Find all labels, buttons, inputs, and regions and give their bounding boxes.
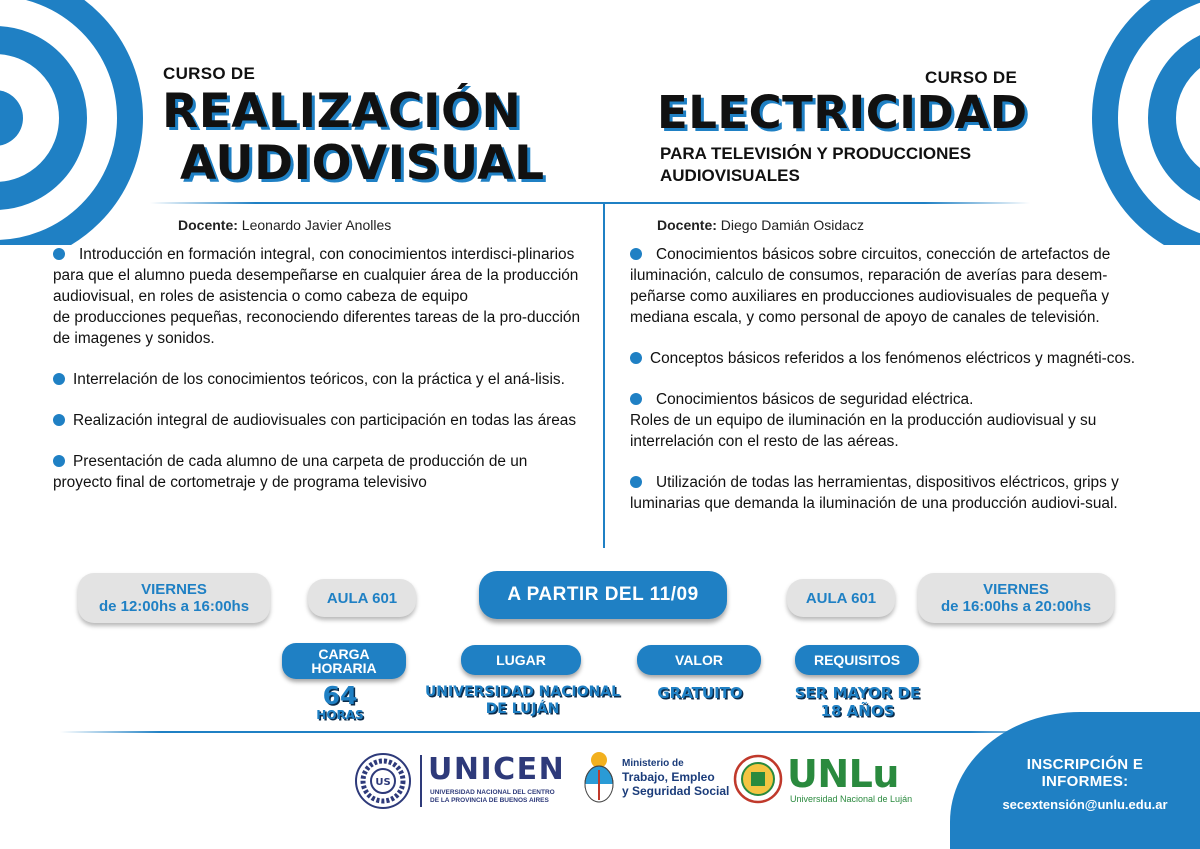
right-bullet-4: Utilización de todas las herramientas, dispositivos eléctricos, grips y luminarias que demanda la iluminación de una producción audiovi-sual.: [630, 474, 1119, 512]
right-schedule-pill: [918, 573, 1114, 623]
contact-title-line1: INSCRIPCIÓN E: [1026, 756, 1144, 773]
header-divider: [150, 202, 1030, 204]
bullet-dot-icon: [630, 476, 642, 488]
right-room-pill: [787, 579, 895, 617]
left-title-line2: AUDIOVISUAL: [180, 136, 545, 191]
left-bullet-1: Introducción en formación integral, con conocimientos interdisci-plinarios para que el alumno pueda desempeñarse en cualquier área de la producción audiovisual, en roles de asistencia o como cabeza de equipo: [53, 246, 579, 305]
right-subtitle-line1: PARA TELEVISIÓN Y PRODUCCIONES: [660, 144, 972, 163]
valor-value: GRATUITO: [657, 684, 743, 702]
left-pre-title: CURSO DE: [163, 64, 256, 83]
start-date: A PARTIR DEL 11/09: [507, 584, 699, 605]
requisitos-label-pill: [795, 645, 919, 675]
bullet-dot-icon: [630, 352, 642, 364]
right-bullet-3: Conocimientos básicos de seguridad eléctrica.: [656, 391, 974, 408]
left-docente: [178, 217, 391, 233]
unicen-subtitle-line1: UNIVERSIDAD NACIONAL DEL CENTRO: [430, 789, 555, 796]
left-schedule-pill: [78, 573, 270, 623]
left-time: de 12:00hs a 16:00hs: [98, 598, 250, 615]
left-bullet-1-cont: de producciones pequeñas, reconociendo diferentes tareas de la pro-ducción de imagenes y sonidos.: [53, 309, 581, 347]
right-subtitle-line2: AUDIOVISUALES: [660, 166, 800, 185]
right-bullet-2: Conceptos básicos referidos a los fenómenos eléctricos y magnéti-cos.: [650, 350, 1136, 367]
carga-label-line1: CARGA: [318, 646, 370, 662]
bullet-dot-icon: [53, 414, 65, 426]
left-bullet-3: Realización integral de audiovisuales con participación en todas las áreas: [73, 412, 577, 429]
center-column-divider: [603, 203, 605, 548]
unlu-seal-icon: [733, 752, 783, 806]
left-room-pill: [308, 579, 416, 617]
contact-email[interactable]: secextensión@unlu.edu.ar: [1002, 797, 1168, 812]
left-bullet-2: Interrelación de los conocimientos teóricos, con la práctica y el aná-lisis.: [73, 371, 565, 388]
right-pre-title: CURSO DE: [925, 68, 1018, 87]
carga-unit: HORAS: [316, 708, 364, 722]
right-time: de 16:00hs a 20:00hs: [940, 598, 1092, 615]
ministerio-line1: Ministerio de: [622, 758, 684, 769]
right-room: AULA 601: [805, 589, 877, 607]
top-left-arcs-decoration: [0, 0, 170, 245]
bullet-dot-icon: [53, 455, 65, 467]
unlu-name: UNLu: [787, 752, 899, 796]
left-docente-label: Docente:: [178, 217, 238, 233]
unicen-seal-icon: [354, 752, 412, 810]
valor-label-pill: [637, 645, 761, 675]
left-title-line1: REALIZACIÓN: [162, 84, 522, 139]
start-date-pill: [479, 571, 727, 619]
left-bullet-4: Presentación de cada alumno de una carpeta de producción de un proyecto final de cortometraje y de programa televisivo: [53, 453, 528, 491]
ministerio-line3: y Seguridad Social: [622, 784, 730, 798]
footer-divider: [60, 731, 1070, 733]
contact-title: [985, 756, 1185, 790]
left-course-description: [53, 244, 581, 513]
top-right-arcs-decoration: [1040, 0, 1200, 245]
unicen-logo-separator: [420, 755, 422, 807]
svg-text:US: US: [375, 777, 391, 788]
bullet-dot-icon: [53, 248, 65, 260]
left-day: VIERNES: [141, 581, 207, 598]
contact-title-line2: INFORMES:: [1041, 773, 1129, 790]
right-bullet-3-cont: Roles de un equipo de iluminación en la producción audiovisual y su interrelación con el resto de las aéreas.: [630, 412, 1097, 450]
lugar-label: LUGAR: [496, 652, 546, 668]
left-room: AULA 601: [326, 589, 398, 607]
right-docente: [657, 217, 864, 233]
req-value-line1: SER MAYOR DE: [794, 684, 921, 702]
right-title: ELECTRICIDAD: [657, 86, 1028, 139]
right-day: VIERNES: [983, 581, 1049, 598]
left-docente-name: Leonardo Javier Anolles: [241, 217, 392, 233]
ministerio-line2: Trabajo, Empleo: [622, 770, 715, 784]
unlu-subtitle: Universidad Nacional de Luján: [790, 794, 913, 804]
unicen-name: UNICEN: [428, 752, 566, 787]
requisitos-label: REQUISITOS: [813, 652, 901, 668]
valor-label: VALOR: [675, 652, 723, 668]
right-docente-name: Diego Damián Osidacz: [720, 217, 864, 233]
req-value-line2: 18 AÑOS: [820, 702, 895, 720]
right-docente-label: Docente:: [657, 217, 717, 233]
lugar-label-pill: [461, 645, 581, 675]
carga-label-line2: HORARIA: [311, 660, 377, 676]
unicen-subtitle-line2: DE LA PROVINCIA DE BUENOS AIRES: [430, 797, 549, 804]
argentina-coat-of-arms-icon: [581, 750, 617, 808]
lugar-value-line2: DE LUJÁN: [485, 701, 560, 717]
right-bullet-1: Conocimientos básicos sobre circuitos, conección de artefactos de iluminación, calculo de consumos, reparación de averías para desem-peñarse como auxiliares en producciones audiovisuales de pequeña y mediana escala, y como personal de apoyo de canales de televisión.: [630, 246, 1111, 326]
right-course-description: [630, 244, 1158, 534]
carga-value: 64: [322, 681, 358, 710]
bullet-dot-icon: [630, 248, 642, 260]
bullet-dot-icon: [630, 393, 642, 405]
lugar-value-line1: UNIVERSIDAD NACIONAL: [424, 684, 621, 700]
bullet-dot-icon: [53, 373, 65, 385]
carga-horaria-label-pill: [282, 643, 406, 679]
